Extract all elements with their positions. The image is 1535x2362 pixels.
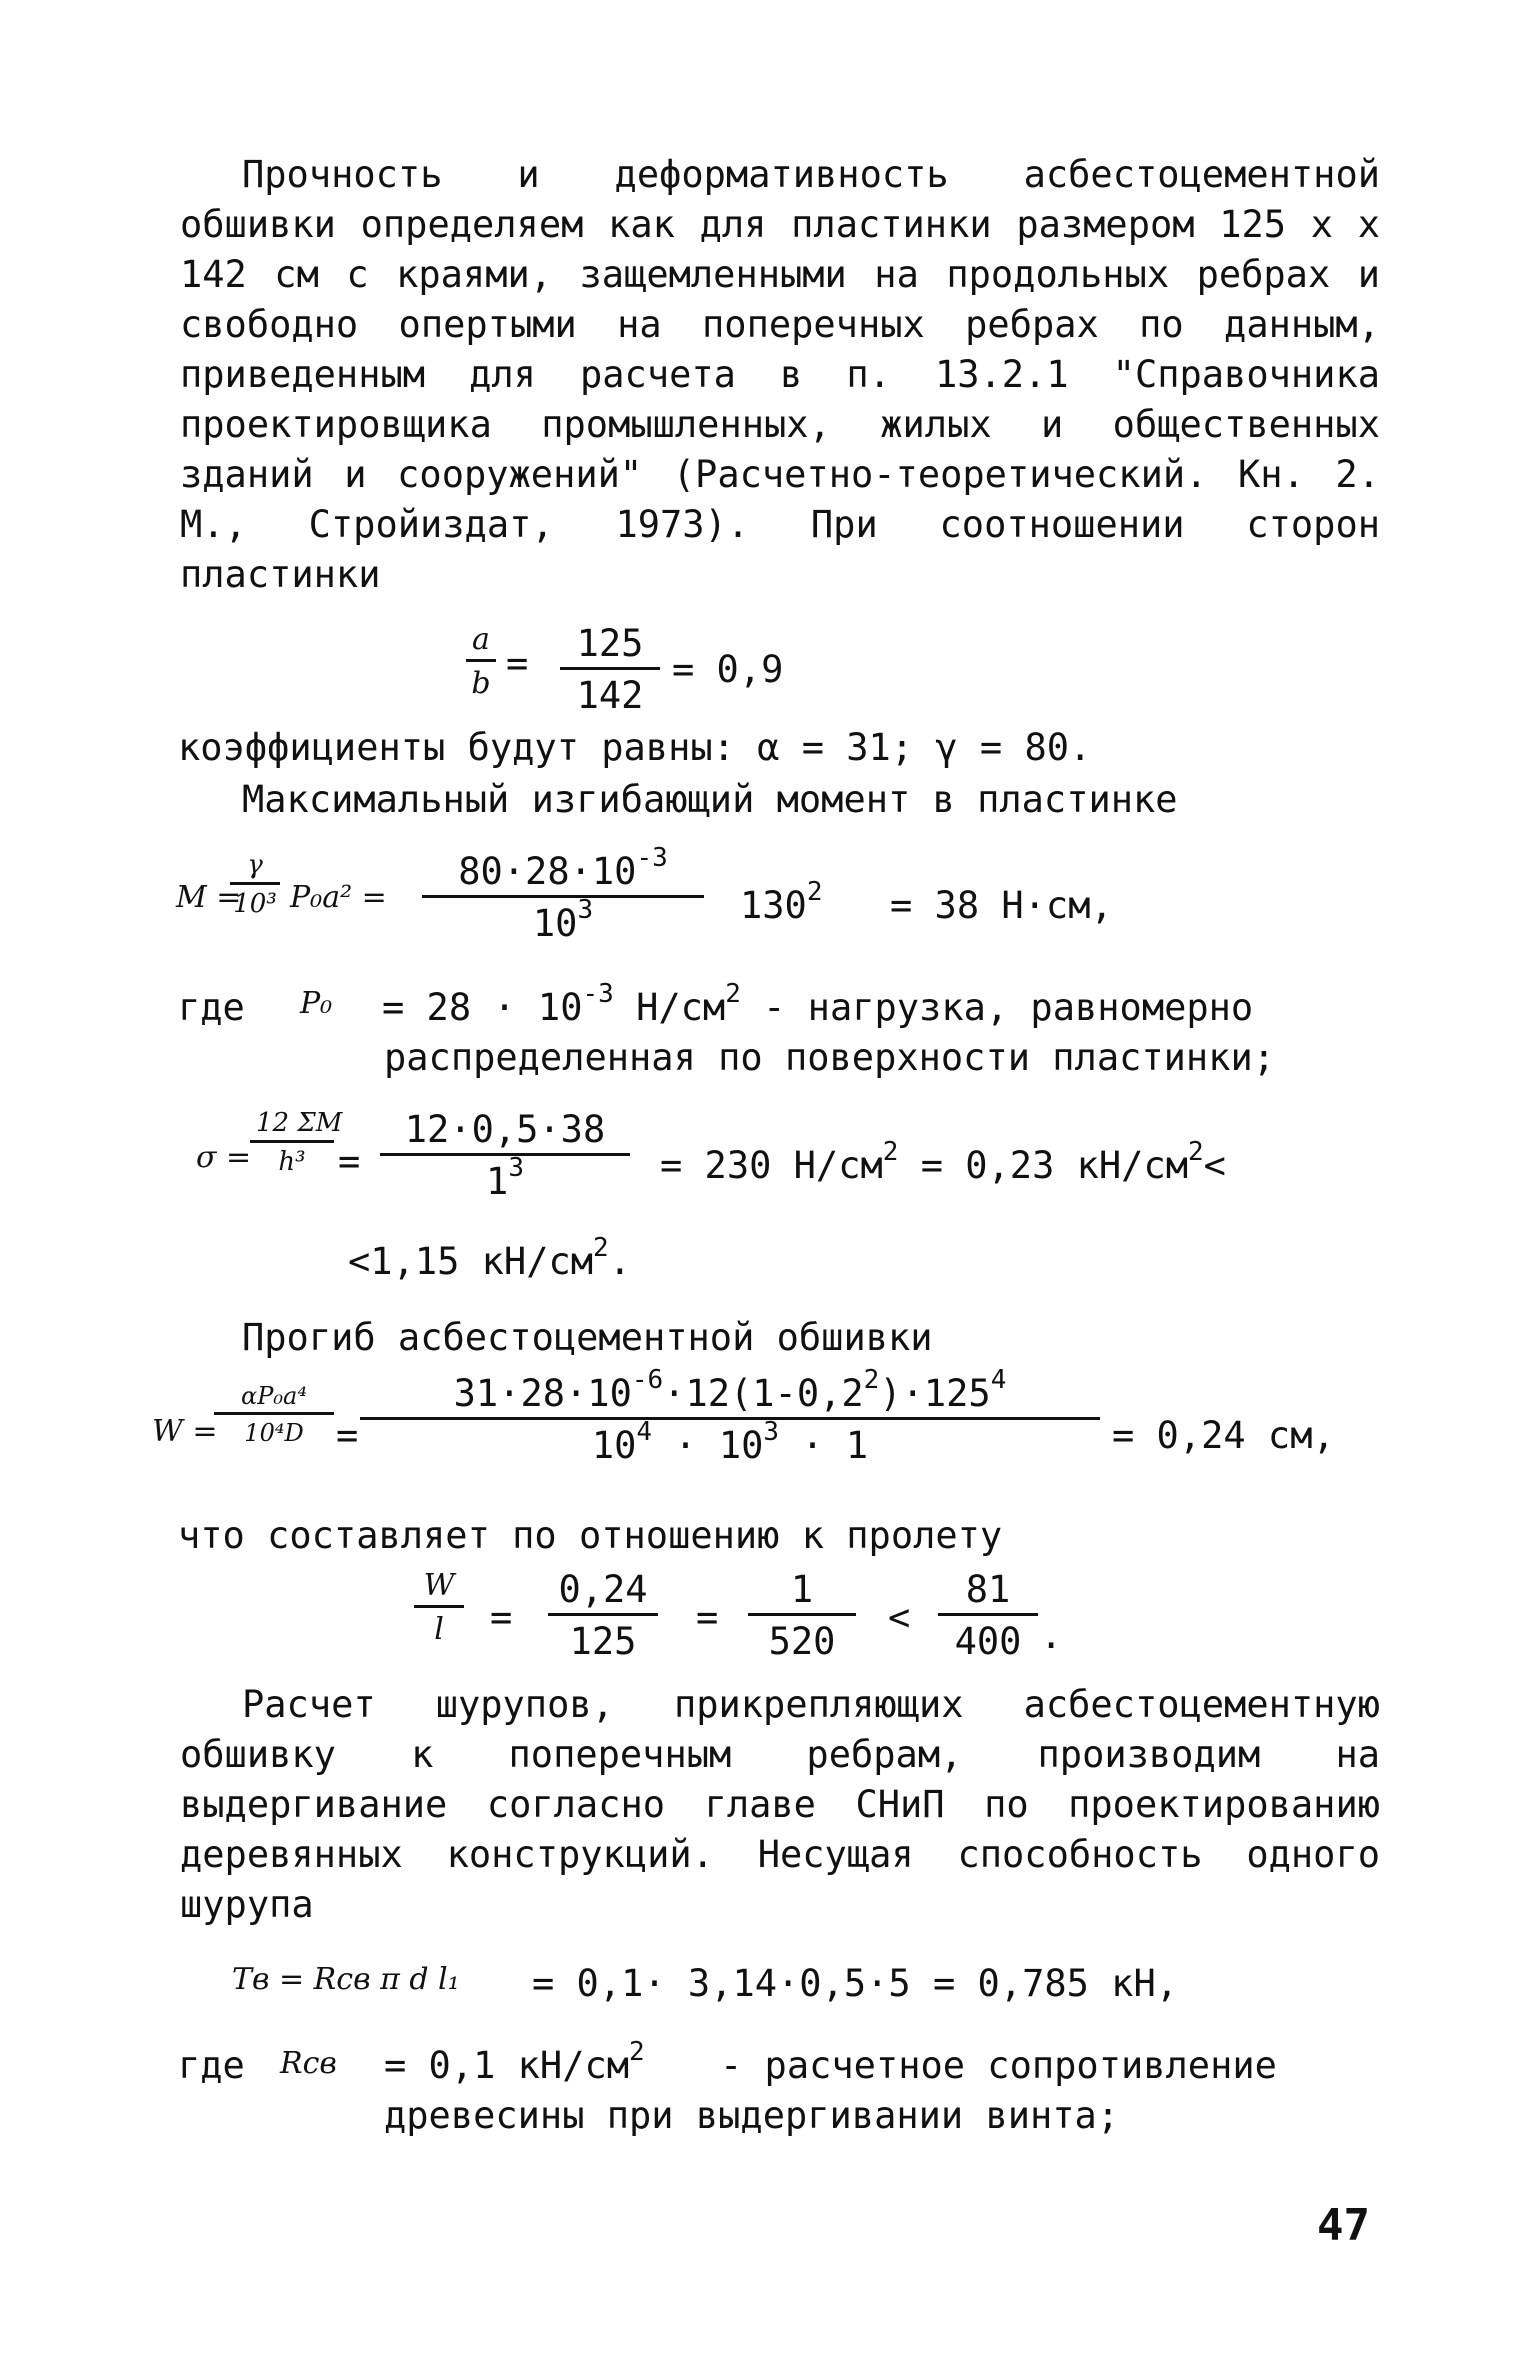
page-number: 47 (1317, 2200, 1370, 2251)
sigma-result: = 230 $Н/см^2 = 0,23$ $кН/см^2<$ (660, 1137, 1226, 1187)
sigma-lhs: σ = (196, 1140, 252, 1175)
rcv-symbol: Rсв (280, 2046, 337, 2081)
resistance-label: - расчетное сопротивление (720, 2044, 1277, 2087)
moment-130-squared: $130^2$ (740, 877, 823, 927)
w-lhs: W = (152, 1414, 218, 1449)
load-description: распределенная по поверхности пластинки; (384, 1036, 1276, 1079)
where-label-2: где (178, 2044, 245, 2087)
equals-sign: = (490, 1596, 513, 1639)
paragraph-plate-strength: Прочность и деформативность асбестоцементной обшивки определяем как для пластинки размером 125 x x 142 см с краями, защемленными на продольных ребрах и свободно опертыми на поперечных ребрах по данным, приведенным для расчета в п. 13.2.1 "Справочника проектировщика промышленных, жилых и общественных зданий и сооружений" (Расчетно-теоретический. Кн. 2. М., Стройиздат, 1973). При соотношении сторон пластинки (180, 153, 1380, 596)
moment-result: = 38 Н·см, (890, 884, 1113, 927)
fraction-125-142: $\frac{125}{142}$ (560, 622, 660, 717)
fraction-w-l: $\frac{W}{l}$ (414, 1568, 464, 1647)
moment-p0a2: P₀a² = (290, 880, 387, 915)
paragraph-screws: Расчет шурупов, прикрепляющих асбестоцементную обшивку к поперечным ребрам, производим на выдергивание согласно главе СНиП по проектированию деревянных конструкций. Несущая способность одного шурупа (180, 1683, 1380, 1926)
fraction-12m-h3: $\frac{12 \Sigma M}{\text{h³}}$ (250, 1108, 334, 1177)
tv-result: = 0,1· 3,14·0,5·5 = 0,785 кН, (532, 1962, 1179, 2005)
fraction-1-520: $\frac{1}{520}$ (748, 1568, 856, 1663)
resistance-description: древесины при выдергивании винта; (384, 2094, 1120, 2137)
fraction-024-125: $\frac{0,24}{125}$ (548, 1568, 658, 1663)
p0-symbol: P₀ (300, 986, 333, 1021)
equals-sign: = (336, 1414, 359, 1457)
resistance-value: = 0,1 $кН/см^2$ (384, 2037, 645, 2087)
coefficients-line: коэффициенты будут равны: α = 31; γ = 80. (178, 726, 1092, 769)
moment-heading: Максимальный изгибающий момент в пластинке (242, 778, 1178, 821)
fraction-w-general: $\frac{\text{αP₀a⁴}}{\text{10⁴D}}$ (214, 1382, 334, 1447)
fraction-81-400: $\frac{81}{400}$ (938, 1568, 1038, 1663)
sigma-limit: <1,15 $кН/см^2$. (348, 1233, 631, 1283)
equals-sign: = (506, 642, 529, 685)
fraction-sigma: $\frac{12\cdot 0,5\cdot 38}{1^3}$ (380, 1108, 630, 1203)
load-value: = $28 \cdot 10^{-3}$ $Н/см^2$ - нагрузка, равномерно (382, 979, 1254, 1029)
fraction-a-b: $\frac{a}{b}$ (466, 622, 496, 701)
equals-sign: = (696, 1596, 719, 1639)
where-label-1: где (178, 986, 245, 1029)
ratio-result: = 0,9 (672, 648, 784, 691)
fraction-deflection: $\frac{31\cdot 28\cdot 10^{-6}\cdot 12(1-0,2^2)\cdot 125^4}{10^4 \cdot 10^3 \cdot 1}$ (360, 1372, 1100, 1467)
tv-lhs: Tв = Rсв π d l₁ (232, 1962, 460, 1997)
fraction-moment: $\frac{80\cdot 28\cdot 10^{-3}}{10^3}$ (422, 850, 704, 945)
moment-lhs: M = (176, 880, 242, 915)
period: . (1040, 1614, 1063, 1657)
deflection-result: = 0,24 см, (1112, 1414, 1335, 1457)
equals-sign: = (338, 1140, 361, 1183)
less-than-sign: < (888, 1596, 911, 1639)
fraction-gamma-10-3: $\frac{\gamma}{\text{10³}}$ (230, 850, 280, 919)
ratio-intro: что составляет по отношению к пролету (178, 1514, 1003, 1557)
deflection-heading: Прогиб асбестоцементной обшивки (242, 1316, 933, 1359)
